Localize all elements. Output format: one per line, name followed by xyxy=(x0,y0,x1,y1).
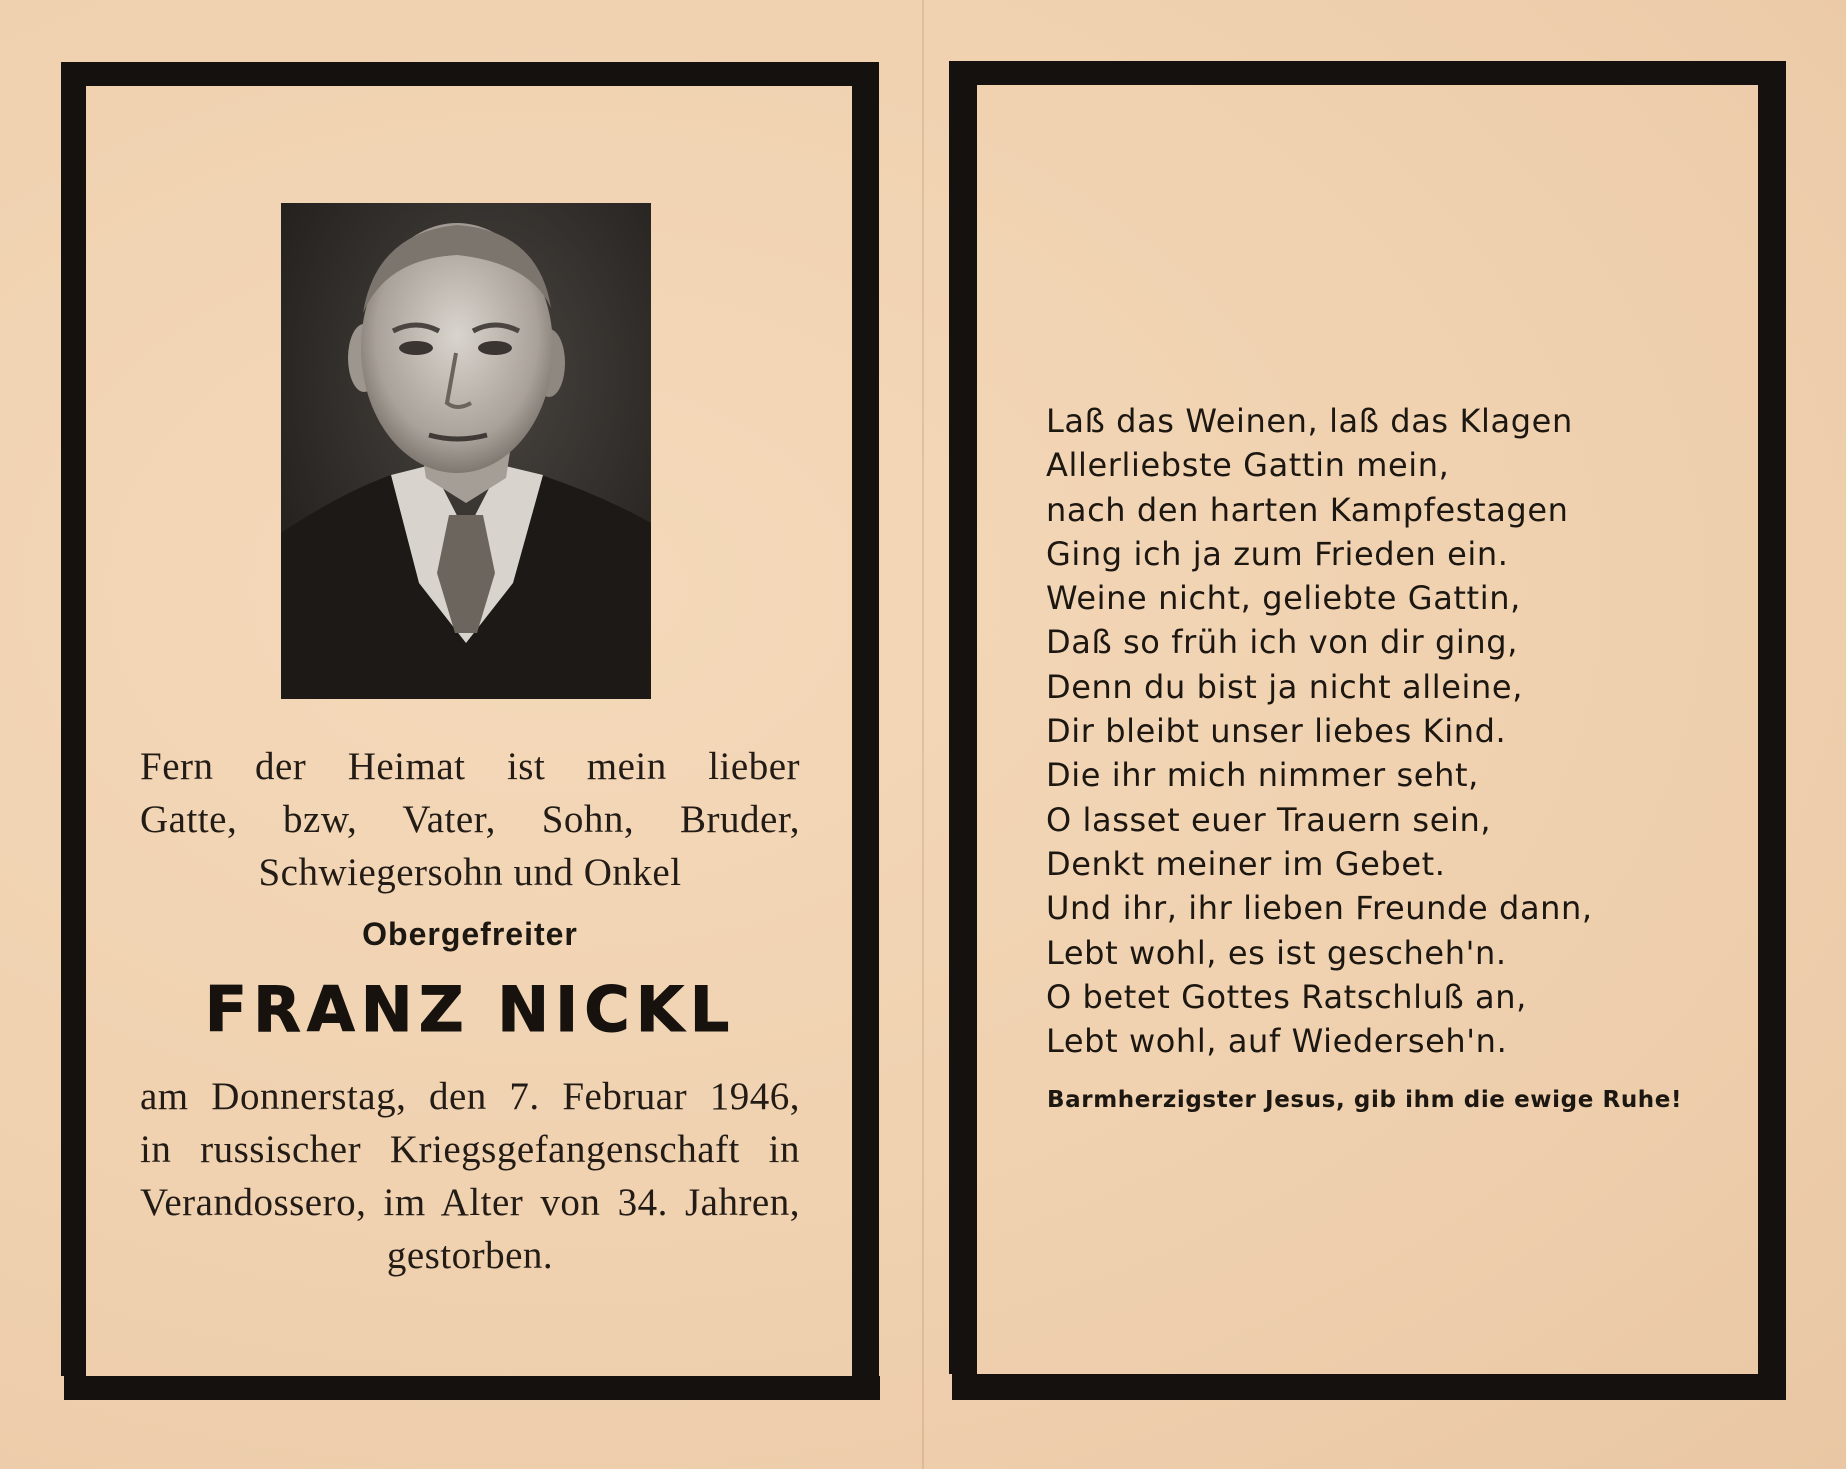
death-details xyxy=(140,1070,800,1282)
left-border-top xyxy=(61,62,877,86)
left-border-left xyxy=(61,62,86,1376)
memorial-poem xyxy=(1046,399,1686,1063)
poem-line: Lebt wohl, es ist gescheh'n. xyxy=(1046,933,1507,972)
poem-line: Daß so früh ich von dir ging, xyxy=(1046,623,1518,662)
poem-line: nach den harten Kampfestagen xyxy=(1046,490,1569,529)
death-line: am Donnerstag, den 7. Februar 1946, xyxy=(140,1075,800,1118)
right-border-bottom xyxy=(952,1374,1786,1400)
poem-line: Laß das Weinen, laß das Klagen xyxy=(1046,402,1573,440)
poem-line: Dir bleibt unser liebes Kind. xyxy=(1046,712,1507,751)
intro-line: Fern der Heimat ist mein lieber xyxy=(140,745,800,788)
right-border-top xyxy=(949,61,1782,85)
left-border-bottom xyxy=(64,1376,880,1400)
portrait-photo xyxy=(281,203,651,699)
poem-line: O betet Gottes Ratschluß an, xyxy=(1046,977,1527,1016)
poem-line: Denkt meiner im Gebet. xyxy=(1046,844,1446,883)
death-line: Verandossero, im Alter von 34. Jahren, xyxy=(140,1181,800,1224)
deceased-name: FRANZ NICKL xyxy=(204,973,736,1046)
military-rank: Obergefreiter xyxy=(362,916,578,952)
left-border-right xyxy=(852,62,879,1376)
closing-prayer: Barmherzigster Jesus, gib ihm die ewige Ruhe! xyxy=(1047,1087,1683,1113)
death-line: gestorben. xyxy=(386,1234,554,1277)
right-border-left xyxy=(949,61,977,1374)
poem-line: O lasset euer Trauern sein, xyxy=(1046,800,1492,839)
intro-line: Schwiegersohn und Onkel xyxy=(258,851,682,894)
poem-line: Denn du bist ja nicht alleine, xyxy=(1046,667,1523,706)
card-fold xyxy=(922,0,924,1469)
poem-line: Allerliebste Gattin mein, xyxy=(1046,446,1450,485)
poem-line: Ging ich ja zum Frieden ein. xyxy=(1046,534,1509,573)
death-notice-intro xyxy=(140,740,800,899)
right-border-right xyxy=(1758,61,1786,1374)
poem-line: Weine nicht, geliebte Gattin, xyxy=(1046,579,1521,618)
death-line: in russischer Kriegsgefangenschaft in xyxy=(140,1128,800,1171)
poem-line: Und ihr, ihr lieben Freunde dann, xyxy=(1046,889,1593,928)
poem-line: Die ihr mich nimmer seht, xyxy=(1046,756,1479,795)
poem-line: Lebt wohl, auf Wiederseh'n. xyxy=(1046,1022,1508,1061)
intro-line: Gatte, bzw, Vater, Sohn, Bruder, xyxy=(140,798,800,841)
